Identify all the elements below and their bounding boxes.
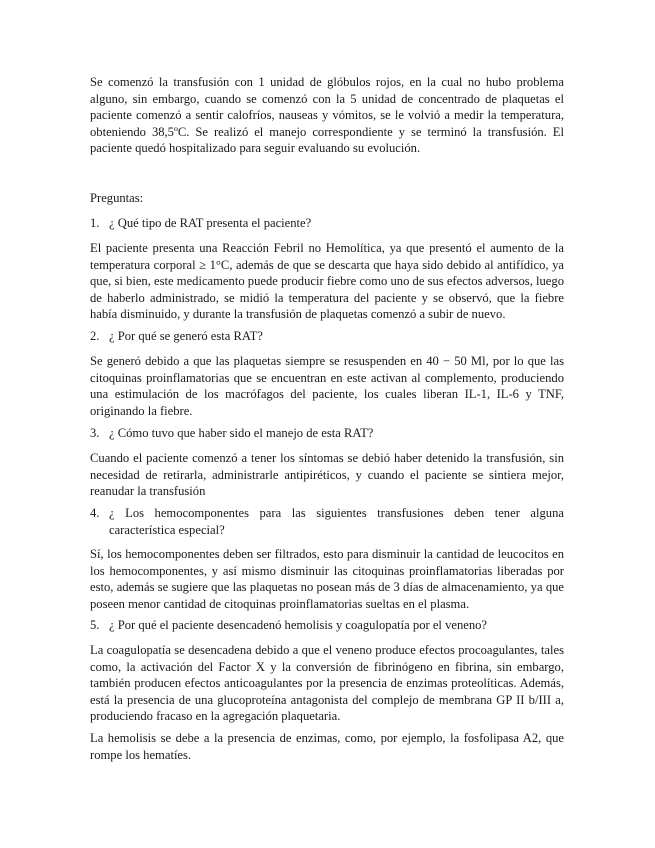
answer-5b: La hemolisis se debe a la presencia de enzimas, como, por ejemplo, la fosfolipasa A2, que rompe los hematíes. xyxy=(90,731,564,762)
question-5 xyxy=(90,617,564,634)
question-2 xyxy=(90,328,564,345)
question-text: ¿ Por qué se generó esta RAT? xyxy=(109,329,263,343)
question-text: ¿ Por qué el paciente desencadenó hemolisis y coagulopatía por el veneno? xyxy=(109,618,488,632)
question-3 xyxy=(90,425,564,442)
question-number: 3. xyxy=(90,426,100,440)
question-text: ¿ Los hemocomponentes para las siguientes transfusiones deben tener alguna característica especial? xyxy=(109,506,564,537)
question-4 xyxy=(90,505,564,538)
question-text: ¿ Qué tipo de RAT presenta el paciente? xyxy=(109,216,312,230)
answer-4: Sí, los hemocomponentes deben ser filtrados, esto para disminuir la cantidad de leucocitos en los hemocomponentes, y así mismo disminuir las citoquinas proinflamatorias liberadas por esto, además se sugiere que las plaquetas no posean más de 3 días de almacenamiento, ya que poseen menor cantidad de citoquinas proinflamatorias sueltas en el plasma. xyxy=(90,547,564,611)
intro-paragraph: Se comenzó la transfusión con 1 unidad de glóbulos rojos, en la cual no hubo problema alguno, sin embargo, cuando se comenzó con la 5 unidad de concentrado de plaquetas el paciente comenzó a sentir calofríos, nauseas y vómitos, se le volvió a medir la temperatura, obteniendo 38,5ºC. Se realizó el manejo correspondiente y se terminó la transfusión. El paciente quedó hospitalizado para seguir evaluando su evolución. xyxy=(90,75,564,155)
question-number: 5. xyxy=(90,618,100,632)
question-number: 1. xyxy=(90,216,100,230)
answer-2: Se generó debido a que las plaquetas siempre se resuspenden en 40 − 50 Ml, por lo que las citoquinas proinflamatorias que se encuentran en este activan al complemento, produciendo una estimulación de los macrófagos del paciente, los cuales liberan IL-1, IL-6 y TNF, originando la fiebre. xyxy=(90,354,564,418)
question-text: ¿ Cómo tuvo que haber sido el manejo de esta RAT? xyxy=(109,426,374,440)
preguntas-heading: Preguntas: xyxy=(90,191,144,205)
answer-5a: La coagulopatía se desencadena debido a que el veneno produce efectos procoagulantes, tales como, la activación del Factor X y la conversión de fibrinógeno en fibrina, sin embargo, también producen efectos anticoagulantes por la presencia de enzimas proteolíticas. Además, está la presencia de una glucoproteína antagonista del complejo de membrana GP II b/III a, produciendo fracaso en la agregación plaquetaria. xyxy=(90,643,564,723)
answer-3: Cuando el paciente comenzó a tener los síntomas se debió haber detenido la transfusión, sin necesidad de retirarla, administrarle antipiréticos, y cuando el paciente se sintiera mejor, reanudar la transfusión xyxy=(90,451,564,498)
answer-1: El paciente presenta una Reacción Febril no Hemolítica, ya que presentó el aumento de la temperatura corporal ≥ 1°C, además de que se descarta que haya sido debido al antifídico, ya que, si bien, este medicamento puede producir fiebre como uno de sus efectos adversos, luego de haberlo administrado, se midió la temperatura del paciente y se observó, que la fiebre había disminuido, y durante la transfusión de plaquetas comenzó a subir de nuevo. xyxy=(90,241,564,321)
question-number: 4. xyxy=(90,506,100,520)
question-number: 2. xyxy=(90,329,100,343)
question-1 xyxy=(90,215,564,232)
